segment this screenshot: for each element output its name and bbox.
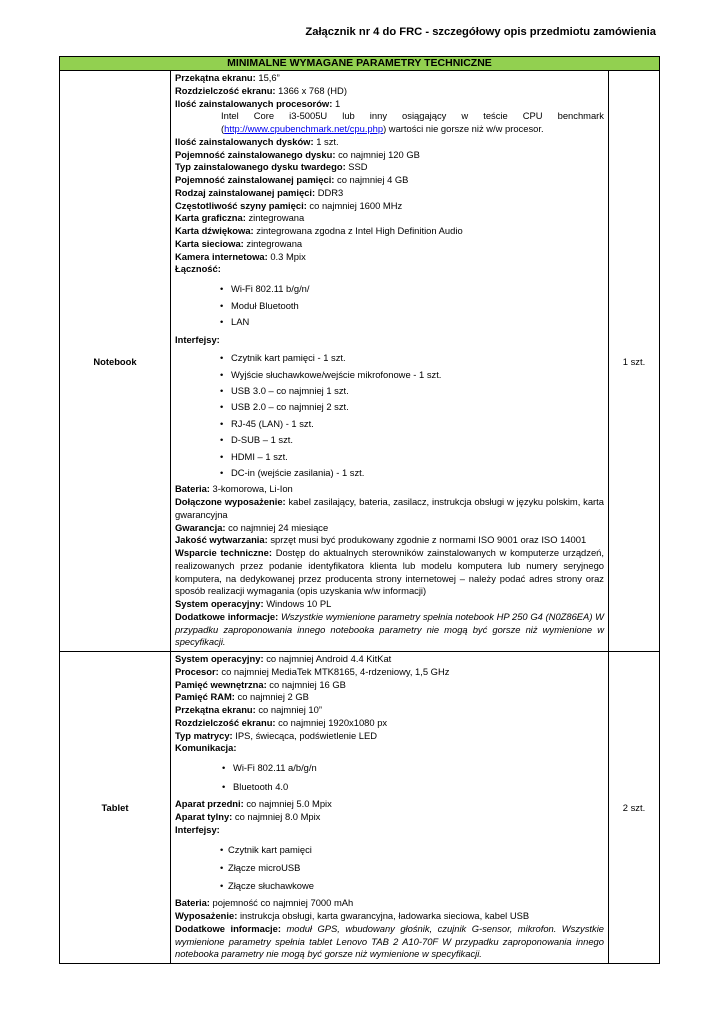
tablet-specs	[171, 652, 609, 964]
spec-line: Jakość wytwarzania: sprzęt musi być produkowany zgodnie z normami ISO 9001 oraz ISO 14001	[175, 534, 587, 546]
list-item: • Moduł Bluetooth	[175, 298, 604, 315]
spec-line: Dołączone wyposażenie: kabel zasilający, bateria, zasilacz, instrukcja obsługi w języku polskim, karta gwarancyjna	[175, 496, 604, 520]
list-item: • Czytnik kart pamięci - 1 szt.	[175, 350, 604, 366]
spec-line: Rodzaj zainstalowanej pamięci: DDR3	[175, 186, 344, 198]
interfaces-list	[175, 350, 604, 481]
spec-line: Procesor: co najmniej MediaTek MTK8165, 4-rdzeniowy, 1,5 GHz	[175, 665, 450, 677]
spec-line: Typ zainstalowanego dysku twardego: SSD	[175, 161, 368, 173]
item-name-notebook: Notebook	[60, 71, 171, 652]
table-heading: MINIMALNE WYMAGANE PARAMETRY TECHNICZNE	[60, 57, 660, 71]
spec-line: Aparat tylny: co najmniej 8.0 Mpix	[175, 810, 321, 822]
spec-line: Typ matrycy: IPS, świecąca, podświetlenie LED	[175, 729, 378, 741]
list-item: • Złącze microUSB	[175, 859, 604, 877]
spec-line: System operacyjny: Windows 10 PL	[175, 598, 332, 610]
list-item: • Czytnik kart pamięci	[175, 841, 604, 859]
spec-line: Wyposażenie: instrukcja obsługi, karta gwarancyjna, ładowarka sieciowa, kabel USB	[175, 910, 530, 922]
table-row	[60, 71, 660, 652]
spec-line: Rozdzielczość ekranu: co najmniej 1920x1080 px	[175, 716, 388, 728]
cpu-description: Intel Core i3-5005U lub inny osiągający w teście CPU benchmark (http://www.cpubenchmark.net/cpu.php) wartości nie gorsze niż w/w procesor.	[221, 110, 604, 134]
spec-line: Komunikacja:	[175, 742, 237, 754]
spec-line: Wsparcie techniczne: Dostęp do aktualnych sterowników zainstalowanych w komputerze urządzeń, realizowanych przez podanie identyfikatora klienta lub modelu komputera lub numery seryjnego komputera, na dedykowanej przez producenta strony internetowej – należy podać adres strony oraz sposób realizacji wymagania (opis uzyskania w/w informacji)	[175, 547, 604, 597]
table-header-row	[60, 57, 660, 71]
list-item: • D-SUB – 1 szt.	[175, 432, 604, 448]
communication-list	[175, 758, 604, 796]
cpubenchmark-link[interactable]: http://www.cpubenchmark.net/cpu.php	[224, 123, 384, 134]
document-header: Załącznik nr 4 do FRC - szczegółowy opis przedmiotu zamówienia	[305, 26, 656, 38]
list-item: • DC-in (wejście zasilania) - 1 szt.	[175, 465, 604, 481]
item-name-tablet: Tablet	[60, 652, 171, 964]
spec-line: Pojemność zainstalowanego dysku: co najmniej 120 GB	[175, 148, 420, 160]
spec-line: System operacyjny: co najmniej Android 4.4 KitKat	[175, 653, 392, 665]
spec-line: Rozdzielczość ekranu: 1366 x 768 (HD)	[175, 84, 347, 96]
list-item: • USB 2.0 – co najmniej 2 szt.	[175, 399, 604, 415]
spec-line: Pamięć RAM: co najmniej 2 GB	[175, 691, 309, 703]
list-item: • LAN	[175, 314, 604, 331]
spec-line: Pojemność zainstalowanej pamięci: co najmniej 4 GB	[175, 174, 409, 185]
spec-line: Ilość zainstalowanych dysków: 1 szt.	[175, 135, 339, 147]
list-item: • HDMI – 1 szt.	[175, 449, 604, 465]
spec-line: Interfejsy:	[175, 823, 220, 835]
list-item: • Wyjście słuchawkowe/wejście mikrofonowe - 1 szt.	[175, 367, 604, 383]
table-row	[60, 652, 660, 964]
connectivity-list	[175, 281, 604, 331]
list-item: • Wi-Fi 802.11 a/b/g/n	[175, 758, 604, 777]
spec-line: Karta sieciowa: zintegrowana	[175, 237, 303, 249]
item-qty-tablet: 2 szt.	[609, 652, 660, 964]
spec-line: Karta graficzna: zintegrowana	[175, 212, 305, 224]
spec-line: Kamera internetowa: 0.3 Mpix	[175, 250, 306, 262]
spec-line: Częstotliwość szyny pamięci: co najmniej 1600 MHz	[175, 199, 403, 211]
spec-line: Bateria: pojemność co najmniej 7000 mAh	[175, 897, 354, 909]
spec-line: Interfejsy:	[175, 333, 220, 345]
list-item: • Złącze słuchawkowe	[175, 877, 604, 895]
list-item: • Wi-Fi 802.11 b/g/n/	[175, 281, 604, 298]
list-item: • Bluetooth 4.0	[175, 777, 604, 796]
spec-line: Gwarancja: co najmniej 24 miesiące	[175, 521, 329, 533]
list-item: • RJ-45 (LAN) - 1 szt.	[175, 416, 604, 432]
spec-line: Łączność:	[175, 263, 221, 275]
list-item: • USB 3.0 – co najmniej 1 szt.	[175, 383, 604, 399]
spec-line: Aparat przedni: co najmniej 5.0 Mpix	[175, 798, 332, 810]
spec-line: Pamięć wewnętrzna: co najmniej 16 GB	[175, 678, 346, 690]
spec-line: Przekątna ekranu: co najmniej 10”	[175, 704, 322, 716]
spec-line: Przekątna ekranu: 15,6”	[175, 72, 280, 83]
interfaces-list	[175, 841, 604, 894]
spec-line: Bateria: 3-komorowa, Li-Ion	[175, 483, 293, 495]
spec-line: Dodatkowe informacje: Wszystkie wymienione parametry spełnia notebook HP 250 G4 (N0Z86EA) W przypadku zaproponowania innego notebooka parametry nie mogą być gorsze niż wymienione w specyfikacji.	[175, 610, 604, 648]
spec-line: Karta dźwiękowa: zintegrowana zgodna z Intel High Definition Audio	[175, 225, 463, 236]
item-qty-notebook: 1 szt.	[609, 71, 660, 652]
notebook-specs	[171, 71, 609, 652]
spec-line: Ilość zainstalowanych procesorów: 1	[175, 97, 341, 109]
spec-table	[59, 56, 660, 964]
spec-line: Dodatkowe informacje: moduł GPS, wbudowany głośnik, czujnik G-sensor, mikrofon. Wszystkie wymienione parametry spełnia tablet Lenovo TAB 2 A10-70F W przypadku zaproponowania innego notebooka parametry nie mogą być gorsze niż wymienione w specyfikacji.	[175, 922, 604, 960]
